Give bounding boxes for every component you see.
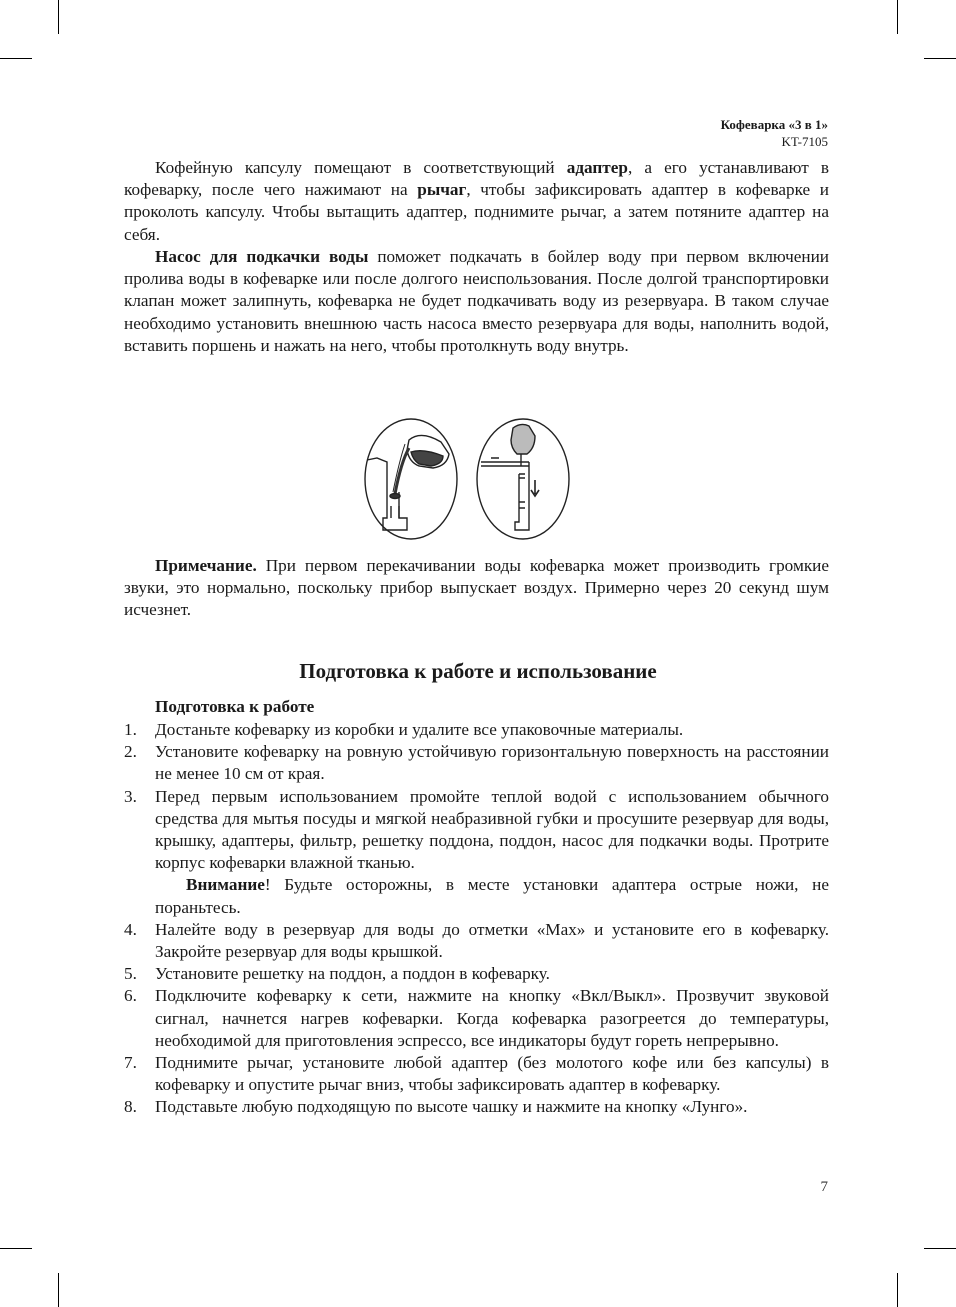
crop-mark <box>0 1248 32 1249</box>
step-number: 5. <box>124 964 137 984</box>
bold-term: рычаг <box>417 180 467 200</box>
step-text: Подключите кофеварку к сети, нажмите на кнопку «Вкл/Выкл». Прозвучит звуковой сигнал, начнется нагрев кофеварки. Когда кофеварка разогреется до температуры, необходимой для приготовления эспрессо, все индикаторы будут гореть непрерывно. <box>155 986 829 1050</box>
list-item <box>124 919 829 963</box>
crop-mark <box>0 58 32 59</box>
list-item <box>124 741 829 785</box>
text: поможет подкачать в бойлер воду при первом включении пролива воды в кофеварке или после долгого неиспользования. После долгой транспортировки клапан может залипнуть, кофеварка не будет подкачивать воду из резервуара. В таком случае необходимо установить внешнюю часть насоса вместо резервуара для воды, наполнить водой, вставить поршень и нажать на него, чтобы протолкнуть воду внутрь. <box>124 247 829 355</box>
text: Кофейную капсулу помещают в соответствующий <box>155 158 567 177</box>
paragraph-adapter <box>124 157 829 246</box>
text: , а его устанавливают в кофеварку, после чего нажимают на <box>124 158 830 200</box>
header-product: Кофеварка «3 в 1» <box>720 117 828 132</box>
paragraph-pump <box>124 246 829 357</box>
crop-mark <box>924 1248 956 1249</box>
crop-mark <box>924 58 956 59</box>
subsection-title: Подготовка к работе <box>155 697 315 716</box>
step-number: 4. <box>124 919 137 939</box>
text: , чтобы зафиксировать адаптер в кофеварке и проколоть капсулу. Чтобы вытащить адаптер, поднимите рычаг, а затем потяните адаптер на себя. <box>124 180 829 244</box>
crop-mark <box>897 0 898 34</box>
step-text: Перед первым использованием промойте теплой водой с использованием обычного средства для мытья посуды и мягкой неабразивной губки и просушите резервуар для воды, крышку, адаптеры, фильтр, решетку поддона, поддон, насос для подкачки воды. Протрите корпус кофеварки влажной тканью. <box>155 786 829 873</box>
list-item <box>124 963 829 985</box>
section-title: Подготовка к работе и использование <box>299 659 657 683</box>
warning-text: ! Будьте осторожны, в месте установки адаптера острые ножи, не пораньтесь. <box>155 875 829 917</box>
page-number: 7 <box>820 1179 828 1195</box>
note-label: Примечание. <box>155 556 257 575</box>
step-text: Подставьте любую подходящую по высоте чашку и нажмите на кнопку «Лунго». <box>155 1097 748 1117</box>
crop-mark <box>897 1273 898 1307</box>
list-item <box>124 1096 829 1118</box>
warning-label: Внимание <box>186 875 265 895</box>
list-item <box>124 786 829 875</box>
step-text: Установите решетку на поддон, а поддон в кофеварку. <box>155 964 550 984</box>
paragraph-note <box>124 555 829 622</box>
step-number: 6. <box>124 986 137 1006</box>
step-number: 2. <box>124 742 137 762</box>
step-text: Установите кофеварку на ровную устойчивую горизонтальную поверхность на расстоянии не менее 10 см от края. <box>155 742 829 784</box>
text: При первом перекачивании воды кофеварка может производить громкие звуки, это нормально, поскольку прибор выпускает воздух. Примерно через 20 секунд шум исчезнет. <box>124 556 829 620</box>
step-text: Налейте воду в резервуар для воды до отметки «Max» и установите его в кофеварку. Закройте резервуар для воды крышкой. <box>155 919 829 962</box>
running-header <box>721 116 828 150</box>
bold-term: Насос для подкачки воды <box>155 247 369 266</box>
header-model: KT-7105 <box>781 134 828 149</box>
list-item <box>124 985 829 1052</box>
step-text: Достаньте кофеварку из коробки и удалите все упаковочные материалы. <box>155 720 684 739</box>
step-number: 1. <box>124 720 137 739</box>
step-number: 3. <box>124 786 137 806</box>
steps-list <box>124 719 829 1119</box>
warning-note <box>124 874 829 918</box>
step-text: Поднимите рычаг, установите любой адаптер (без молотого кофе или без капсулы) в кофеварку и опустите рычаг вниз, чтобы зафиксировать адаптер в кофеварку. <box>155 1053 829 1095</box>
pump-illustration <box>363 418 575 542</box>
crop-mark <box>58 0 59 34</box>
list-item <box>124 1052 829 1096</box>
pouring-water-figure <box>365 419 457 539</box>
step-number: 8. <box>124 1097 137 1117</box>
crop-mark <box>58 1273 59 1307</box>
pressing-piston-figure <box>477 419 569 539</box>
step-number: 7. <box>124 1053 137 1073</box>
list-item <box>124 719 829 741</box>
bold-term: адаптер <box>566 158 628 177</box>
